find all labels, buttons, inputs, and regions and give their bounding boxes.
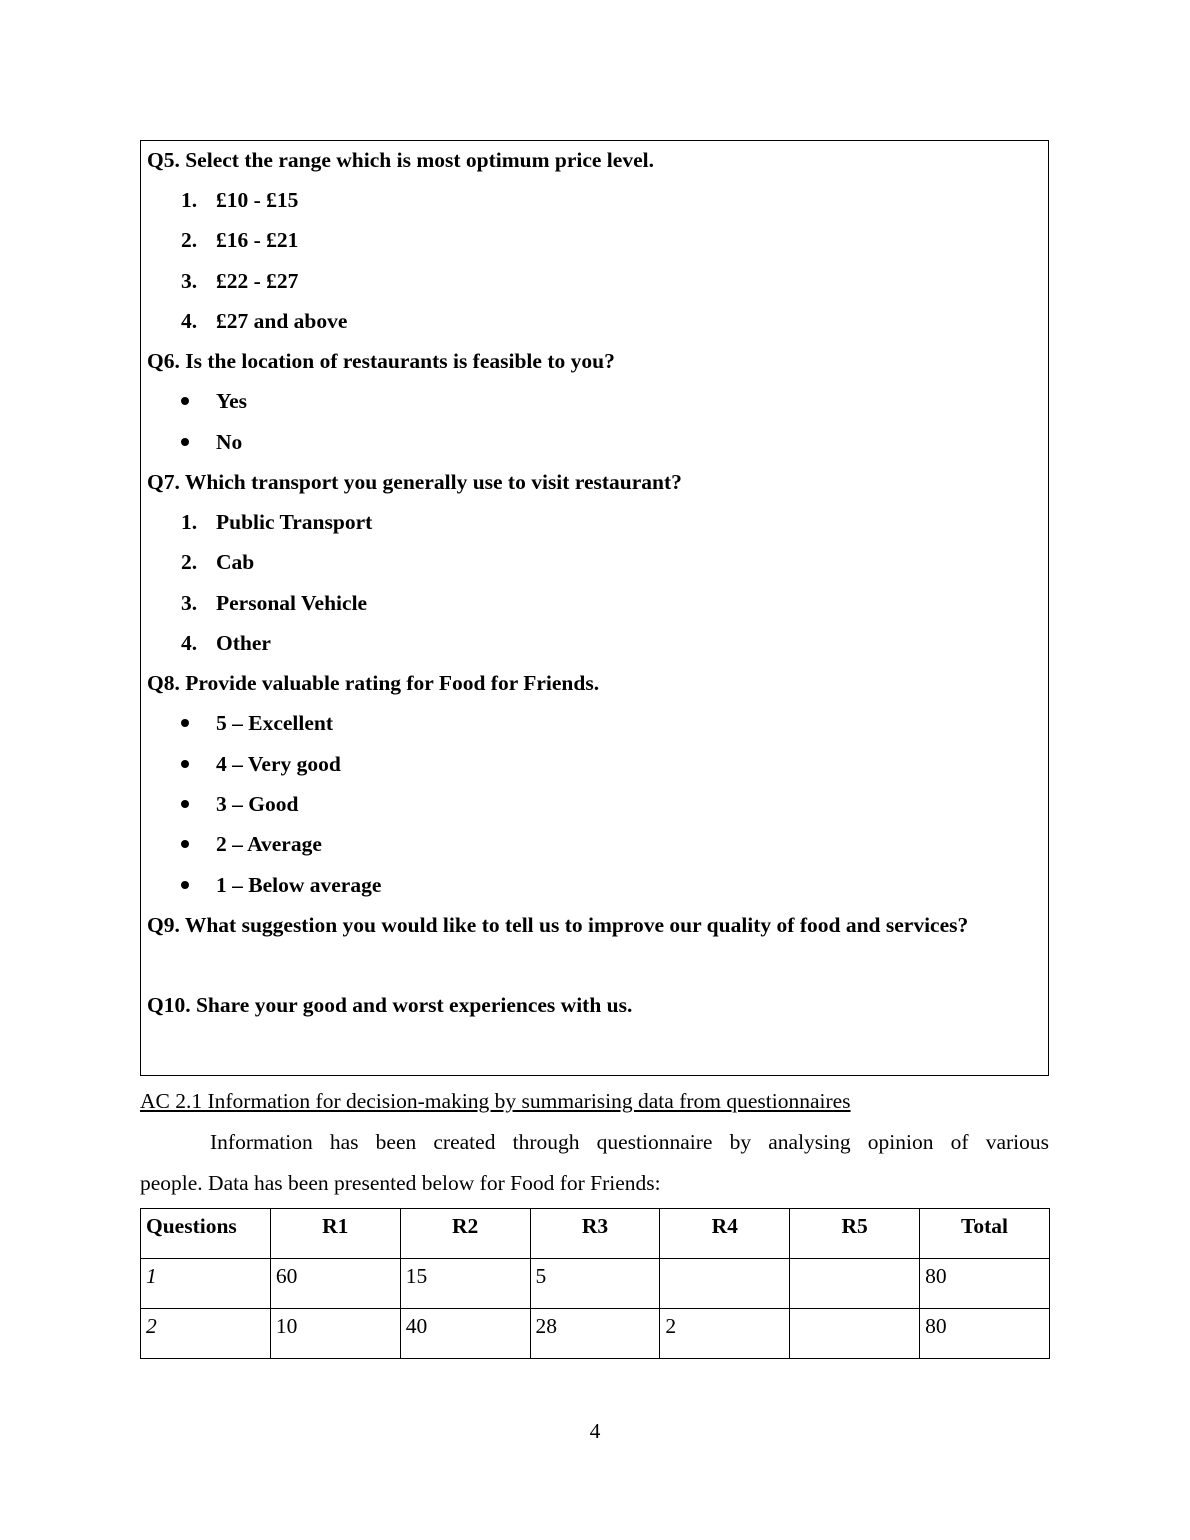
table-cell: 80: [920, 1259, 1050, 1309]
bullet-icon: [181, 719, 189, 727]
bullet-icon: [181, 397, 189, 405]
option-label: £10 - £15: [216, 188, 299, 212]
question-q9: Q9. What suggestion you would like to tell us to improve our quality of food and services?: [147, 913, 969, 937]
option-label: Public Transport: [216, 510, 373, 534]
table-cell: 1: [141, 1259, 271, 1309]
list-marker: 1.: [181, 188, 198, 212]
table-cell: 28: [530, 1309, 660, 1359]
list-marker: 4.: [181, 631, 198, 655]
column-header: Total: [920, 1209, 1050, 1259]
bullet-icon: [181, 760, 189, 768]
summary-table: [140, 1208, 1050, 1359]
bullet-icon: [181, 438, 189, 446]
option-label: 5 – Excellent: [216, 711, 334, 735]
column-header: R1: [270, 1209, 400, 1259]
table-cell: 2: [141, 1309, 271, 1359]
page-number: 4: [589, 1419, 601, 1443]
table-cell: 40: [400, 1309, 530, 1359]
question-q5: Q5. Select the range which is most optimum price level.: [147, 148, 654, 172]
list-marker: 4.: [181, 309, 198, 333]
option-label: 1 – Below average: [216, 873, 382, 897]
table-header-row: [141, 1209, 1050, 1259]
bullet-icon: [181, 881, 189, 889]
list-marker: 3.: [181, 269, 198, 293]
paragraph-line-1: Information has been created through questionnaire by analysing opinion of various: [210, 1130, 1049, 1154]
table-cell: 15: [400, 1259, 530, 1309]
table-cell: [660, 1259, 790, 1309]
section-heading: AC 2.1 Information for decision-making by summarising data from questionnaires: [140, 1089, 851, 1113]
list-marker: 1.: [181, 510, 198, 534]
questionnaire-box: [140, 140, 1049, 1076]
table-row: [141, 1309, 1050, 1359]
option-label: 2 – Average: [216, 832, 322, 856]
column-header: R2: [400, 1209, 530, 1259]
question-q7: Q7. Which transport you generally use to visit restaurant?: [147, 470, 682, 494]
option-label: Yes: [216, 389, 248, 413]
option-label: 4 – Very good: [216, 752, 341, 776]
bullet-icon: [181, 840, 189, 848]
table-cell: 60: [270, 1259, 400, 1309]
column-header: R3: [530, 1209, 660, 1259]
option-label: £16 - £21: [216, 228, 299, 252]
table-cell: [790, 1259, 920, 1309]
option-label: No: [216, 430, 243, 454]
option-label: 3 – Good: [216, 792, 299, 816]
option-label: Personal Vehicle: [216, 591, 368, 615]
paragraph-line-2: people. Data has been presented below for Food for Friends:: [140, 1171, 661, 1195]
option-label: Other: [216, 631, 271, 655]
option-label: £27 and above: [216, 309, 348, 333]
table-cell: 2: [660, 1309, 790, 1359]
question-q6: Q6. Is the location of restaurants is feasible to you?: [147, 349, 615, 373]
table-cell: 5: [530, 1259, 660, 1309]
list-marker: 3.: [181, 591, 198, 615]
table-cell: 80: [920, 1309, 1050, 1359]
question-q8: Q8. Provide valuable rating for Food for Friends.: [147, 671, 600, 695]
table-row: [141, 1259, 1050, 1309]
list-marker: 2.: [181, 228, 198, 252]
table-cell: 10: [270, 1309, 400, 1359]
list-marker: 2.: [181, 550, 198, 574]
column-header: R4: [660, 1209, 790, 1259]
bullet-icon: [181, 800, 189, 808]
table-cell: [790, 1309, 920, 1359]
column-header: Questions: [141, 1209, 271, 1259]
option-label: £22 - £27: [216, 269, 299, 293]
option-label: Cab: [216, 550, 255, 574]
question-q10: Q10. Share your good and worst experiences with us.: [147, 993, 633, 1017]
column-header: R5: [790, 1209, 920, 1259]
